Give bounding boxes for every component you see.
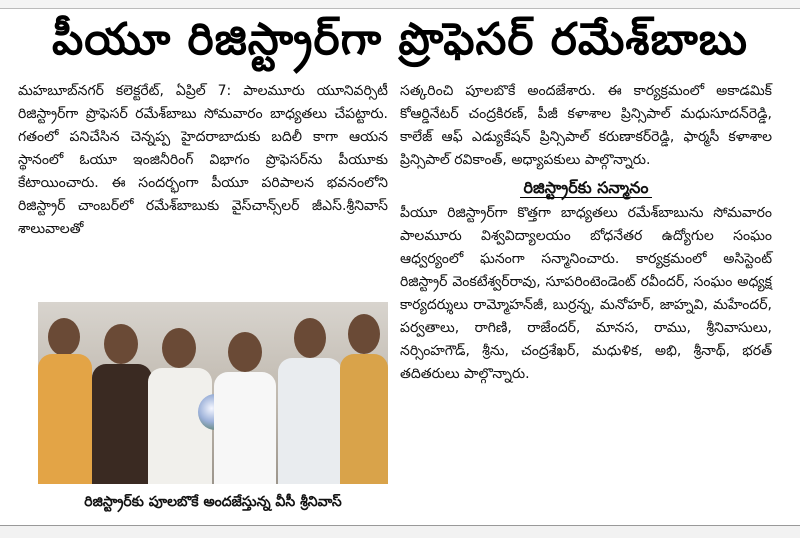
person-1 xyxy=(38,302,92,484)
photo-caption: రిజిస్ట్రార్‌కు పూలబొకే అందజేస్తున్న వీసీ శ్రీనివాస్ xyxy=(84,494,342,510)
news-photo xyxy=(38,302,388,484)
next-article-edge xyxy=(0,525,800,538)
person-5 xyxy=(278,318,342,484)
right-column xyxy=(400,80,772,386)
headline: పీయూ రిజిస్ట్రార్‌గా ప్రొఫెసర్ రమేశ్‌బాబు xyxy=(51,14,749,65)
person-4 xyxy=(214,332,276,484)
right-paragraph-1: సత్కరించి పూలబొకే అందజేశారు. ఈ కార్యక్రమంలో అకాడమిక్ కోఆర్డినేటర్ చంద్రకిరణ్, పీజీ కళాశాల ప్రిన్సిపాల్ మధుసూదన్‌రెడ్డి, కాలేజ్ ఆఫ్ ఎడ్యుకేషన్ ప్రిన్సిపాల్ కరుణాకర్‌రెడ్డి, ఫార్మసీ కళాశాల ప్రిన్సిపాల్ రవికాంత్, అధ్యాపకులు పాల్గొన్నారు. xyxy=(400,83,772,168)
left-paragraph: మహబూబ్‌నగర్ కలెక్టరేట్, ఏప్రిల్ 7: పాలమూరు యూనివర్సిటీ రిజిస్ట్రార్‌గా ప్రొఫెసర్ రమేశ్‌బాబు సోమవారం బాధ్యతలు చేపట్టారు. గతంలో పనిచేసిన చెన్నప్ప హైదరాబాదుకు బదిలీ కాగా ఆయన స్థానంలో ఓయూ ఇంజినీరింగ్ విభాగం ప్రొఫెసర్‌ను పీయూకు కేటాయించారు. ఈ సందర్భంగా పీయూ పరిపాలన భవనంలోని రిజిస్ట్రార్ చాంబర్‌లో రమేశ్‌బాబుకు వైస్‌చాన్స్‌లర్ జీఎస్.శ్రీనివాస్ శాలువాలతో xyxy=(18,83,388,237)
person-6 xyxy=(340,314,388,484)
subheading xyxy=(400,176,772,199)
subheading-text: రిజిస్ట్రార్‌కు సన్మానం xyxy=(520,178,653,198)
left-column xyxy=(18,80,388,241)
previous-article-edge xyxy=(0,0,800,9)
right-paragraph-2: పీయూ రిజిస్ట్రార్‌గా కొత్తగా బాధ్యతలు రమేశ్‌బాబును సోమవారం పాలమూరు విశ్వవిద్యాలయం బోధనేతర ఉద్యోగుల సంఘం ఆధ్వర్యంలో ఘనంగా సన్మానించారు. కార్యక్రమంలో అసిస్టెంట్ రిజిస్ట్రార్ వెంకటేశ్వర్‌రావు, సూపరింటెండెంట్ రవీందర్, సంఘం అధ్యక్ష కార్యదర్శులు రామ్మోహన్‌జీ, బుర్రన్న, మనోహర్, జాహ్నవి, మహేందర్, పర్వతాలు, రాగిణి, రాజేందర్, మానస, రాము, శ్రీనివాసులు, నర్సింహగౌడ్, శ్రీను, చంద్రశేఖర్, మధుళిక, అభి, శ్రీనాథ్, భరత్ తదితరులు పాల్గొన్నారు. xyxy=(400,205,772,382)
person-2 xyxy=(90,324,152,484)
